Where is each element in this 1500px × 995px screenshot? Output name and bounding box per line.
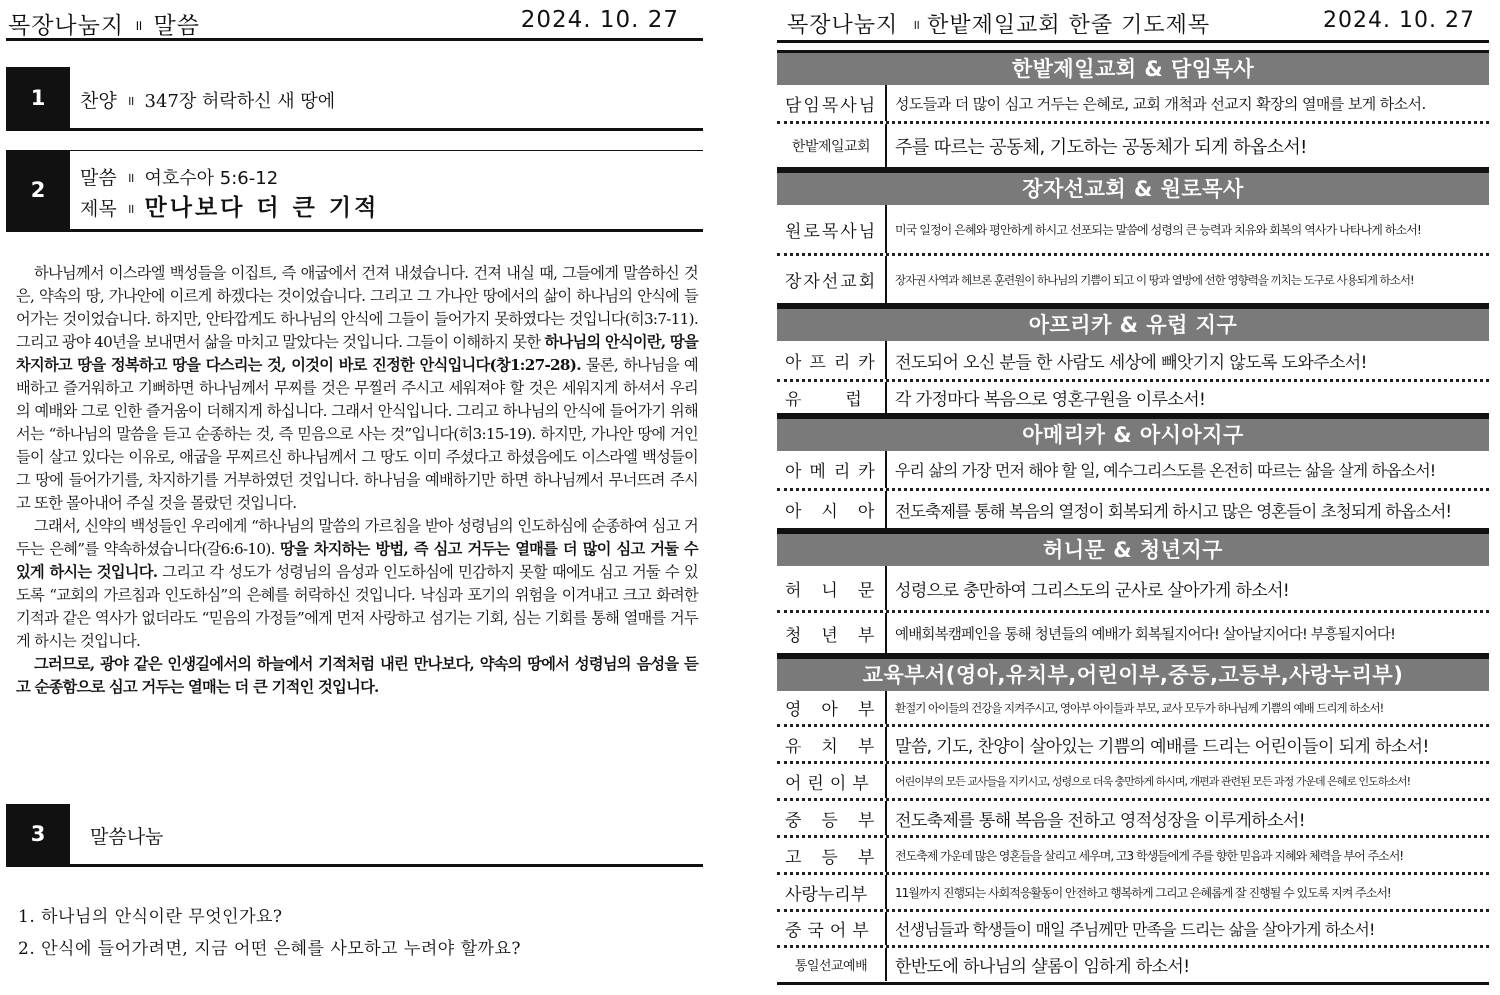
prayer-row-label: 고등부 [777, 838, 887, 872]
prayer-row-text: 성도들과 더 많이 심고 거두는 은혜로, 교회 개척과 선교지 확장의 열매를 보게 하소서. [895, 94, 1426, 113]
right-header [777, 4, 1489, 43]
section-hymn [6, 67, 703, 131]
header-separator: ॥ [134, 18, 144, 34]
prayer-row-text: 우리 삶의 가장 먼저 해야 할 일, 예수그리스도를 온전히 따르는 삶을 살게 하옵소서! [895, 461, 1436, 480]
section-number: 1 [6, 67, 70, 128]
hymn-label: 찬양 [80, 90, 117, 112]
prayer-row [777, 838, 1489, 875]
prayer-row-label: 장자선교회 [777, 256, 887, 303]
prayer-row [777, 912, 1489, 948]
prayer-row-text: 전도되어 오신 분들 한 사람도 세상에 빼앗기지 않도록 도와주소서! [895, 352, 1367, 373]
prayer-row-label: 유럽 [777, 382, 887, 413]
prayer-row [777, 764, 1489, 801]
hymn-value: 347장 허락하신 새 땅에 [144, 91, 336, 112]
section-number: 3 [6, 804, 70, 864]
prayer-row [777, 85, 1489, 124]
prayer-row [777, 727, 1489, 764]
prayer-row [777, 124, 1489, 170]
header-section-text: 말씀 [153, 13, 200, 39]
prayer-group-header: 장자선교회 & 원로목사 [777, 170, 1489, 205]
prayer-row-text: 전도축제를 통해 복음을 전하고 영적성장을 이루게하소서! [895, 810, 1305, 831]
prayer-row-label: 담임목사님 [777, 85, 887, 121]
sermon-emphasis: 땅을 차지하는 방법, 즉 심고 거두는 열매를 더 많이 심고 거둘 수 있게 하시는 것입니다. [16, 540, 698, 581]
prayer-row [777, 491, 1489, 531]
prayer-row-text: 환절기 아이들의 건강을 지켜주시고, 영아부 아이들과 부모, 교사 모두가 하나님께 기쁨의 예배 드리게 하소서! [895, 700, 1384, 715]
left-header-title [8, 7, 200, 40]
scripture-line [80, 163, 278, 190]
prayer-row-label: 사랑누리부 [777, 875, 887, 909]
left-header [6, 4, 703, 41]
prayer-row-label: 통일선교예배 [777, 948, 887, 981]
prayer-row-label: 영아부 [777, 691, 887, 724]
left-header-date: 2024. 10. 27 [520, 7, 679, 33]
prayer-row-label: 중등부 [777, 801, 887, 835]
prayer-row [777, 451, 1489, 491]
prayer-row-label: 어린이부 [777, 764, 887, 798]
scripture-value: 여호수아 5:6-12 [144, 168, 279, 189]
prayer-row [777, 205, 1489, 256]
prayer-row-text: 장자권 사역과 헤브론 훈련원이 하나님의 기쁨이 되고 이 땅과 열방에 선한 영향력을 끼치는 도구로 사용되게 하소서! [895, 272, 1414, 287]
prayer-row-label: 유치부 [777, 727, 887, 761]
prayer-row [777, 382, 1489, 416]
sharing-line [90, 822, 163, 849]
prayer-page [777, 0, 1489, 995]
prayer-row-label: 허니문 [777, 566, 887, 610]
section-scripture [6, 150, 703, 232]
prayer-row-text: 전도축제 가운데 많은 영혼들을 살리고 세우며, 고3 학생들에게 주를 향한 믿음과 지혜와 체력을 부어 주소서! [895, 848, 1404, 863]
prayer-group-header: 아메리카 & 아시아지구 [777, 416, 1489, 451]
right-header-title [787, 8, 1210, 39]
prayer-row-label: 청년부 [777, 613, 887, 653]
section-sharing [6, 804, 703, 867]
prayer-row-text: 예배회복캠페인을 통해 청년들의 예배가 회복될지어다! 살아날지어다! 부흥될지어다! [895, 626, 1396, 643]
sermon-text: 그래서, 신약의 백성들인 우리에게 “하나님의 말씀의 가르침을 받아 성령님의 인도하심에 순종하여 심고 거두는 은혜”를 약속하셨습니다(갈6:6-10). [16, 517, 698, 558]
hymn-separator: ॥ [126, 94, 135, 109]
prayer-row-text: 성령으로 충만하여 그리스도의 군사로 살아가게 하소서! [895, 580, 1290, 601]
header-separator: ॥ [912, 18, 922, 33]
sermon-emphasis: 하나님의 안식이란, 땅을 차지하고 땅을 정복하고 땅을 다스리는 것, 이것이 바로 진정한 안식입니다(창1:27-28). [16, 333, 698, 374]
prayer-row [777, 801, 1489, 838]
prayer-group-header: 교육부서(영아,유치부,어린이부,중등,고등부,사랑누리부) [777, 656, 1489, 691]
sermon-text: 그리고 각 성도가 성령님의 음성과 인도하심에 민감하지 못할 때에도 심고 거둘 수 있도록 “교회의 가르침과 인도하심”의 은혜를 허락하신 것입니다. 낙심과 포기의 위험을 이겨내고 크고 화려한 기적과 같은 역사가 없더라도 “믿음의 가정들”에게 먼저 사랑하고 섬기는 기회, 심는 기회를 통해 열매를 거두게 하시는 것입니다. [16, 563, 698, 650]
prayer-row-label: 원로목사님 [777, 205, 887, 253]
sermon-paragraph [16, 262, 698, 515]
prayer-row-text: 전도축제를 통해 복음의 열정이 회복되게 하시고 많은 영혼들이 초청되게 하옵소서! [895, 501, 1452, 521]
prayer-row [777, 875, 1489, 912]
prayer-row-text: 어린이부의 모든 교사들을 지키시고, 성령으로 더욱 충만하게 하시며, 개편과 관련된 모든 과정 가운데 은혜로 인도하소서! [895, 775, 1411, 788]
prayer-row [777, 256, 1489, 306]
header-subtitle-text: 한밭제일교회 한줄 기도제목 [927, 13, 1211, 38]
sermon-page [6, 0, 703, 995]
sermon-body [16, 262, 698, 699]
prayer-row-text: 주를 따르는 공동체, 기도하는 공동체가 되게 하옵소서! [895, 136, 1307, 158]
prayer-row-text: 각 가정마다 복음으로 영혼구원을 이루소서! [895, 390, 1206, 410]
section-number: 2 [6, 151, 70, 229]
discussion-question: 2. 안식에 들어가려면, 지금 어떤 은혜를 사모하고 누려야 할까요? [18, 939, 522, 959]
prayer-group-header: 아프리카 & 유럽 지구 [777, 306, 1489, 341]
discussion-question: 1. 하나님의 안식이란 무엇인가요? [18, 907, 283, 927]
prayer-row [777, 691, 1489, 727]
right-header-date: 2024. 10. 27 [1323, 8, 1475, 33]
prayer-row-label: 한밭제일교회 [777, 124, 887, 167]
sermon-paragraph [16, 653, 698, 699]
bottom-rule [777, 982, 1489, 985]
prayer-row [777, 948, 1489, 981]
prayer-row-label: 중국어부 [777, 912, 887, 945]
prayer-row-text: 한반도에 하나님의 샬롬이 임하게 하소서! [895, 957, 1190, 977]
sermon-title: 만나보다 더 큰 기적 [144, 195, 380, 221]
sharing-label: 말씀나눔 [90, 826, 164, 848]
prayer-row-text: 말씀, 기도, 찬양이 살아있는 기쁨의 예배를 드리는 어린이들이 되게 하소서! [895, 736, 1429, 757]
prayer-row-text: 선생님들과 학생들이 매일 주님께만 만족을 드리는 삶을 살아가게 하소서! [895, 920, 1375, 939]
sermon-paragraph [16, 515, 698, 653]
prayer-row [777, 341, 1489, 382]
prayer-row-text: 11월까지 진행되는 사회적응활동이 안전하고 행복하게 그리고 은혜롭게 잘 진행될 수 있도록 지켜 주소서! [895, 885, 1391, 900]
hymn-line [80, 86, 335, 113]
prayer-row-label: 아프리카 [777, 341, 887, 379]
scripture-separator: ॥ [126, 171, 135, 186]
header-title-text: 목장나눔지 [8, 13, 125, 39]
header-title-text: 목장나눔지 [787, 13, 899, 38]
prayer-row [777, 613, 1489, 656]
prayer-row [777, 566, 1489, 613]
prayer-group-header: 허니문 & 청년지구 [777, 531, 1489, 566]
title-separator: ॥ [126, 202, 135, 217]
prayer-row-label: 아메리카 [777, 451, 887, 488]
prayer-group-header: 한밭제일교회 & 담임목사 [777, 50, 1489, 85]
title-label: 제목 [80, 198, 117, 220]
sermon-text: 물론, 하나님을 예배하고 즐거워하고 기뻐하면 하나님께서 무찌를 것은 무찔러 주시고 세워져야 할 것은 세워지게 하셔서 우리의 예배와 그로 인한 즐거움이 더해지게 하십니다. 그래서 안식입니다. 그리고 하나님의 안식에 들어가기 위해서는 “하나님의 말씀을 듣고 순종하는 것, 즉 믿음으로 사는 것”입니다(히3:15-19). 하지만, 가나안 땅에 거인들이 살고 있다는 이유로, 애굽을 무찌르신 하나님께서 그 땅도 이미 주셨다고 하셨음에도 이스라엘 백성들이 그 땅에 들어가기를, 차지하기를 거부하였던 것입니다. 하나님을 예배하기만 하면 하나님께서 무너뜨려 주시고 또한 몰아내어 주실 것을 몰랐던 것입니다. [16, 356, 698, 512]
prayer-row-label: 아시아 [777, 491, 887, 528]
scripture-label: 말씀 [80, 167, 117, 189]
sermon-text: 하나님께서 이스라엘 백성들을 이집트, 즉 애굽에서 건져 내셨습니다. 건져 내실 때, 그들에게 말씀하신 것은, 약속의 땅, 가나안에 이르게 하겠다는 것이었습니다. 그리고 그 가나안 땅에서의 삶이 하나님의 안식에 들어가는 것이었습니다. 하지만, 안타깝게도 하나님의 안식에 그들이 들어가지 못하였다는 것입니다(히3:7-11). 그리고 광야 40년을 보내면서 삶을 마치고 말았다는 것입니다. 그들이 이해하지 못한 [16, 264, 698, 351]
title-line [80, 189, 379, 222]
sermon-emphasis: 그러므로, 광야 같은 인생길에서의 하늘에서 기적처럼 내린 만나보다, 약속의 땅에서 성령님의 음성을 듣고 순종함으로 심고 거두는 열매는 더 큰 기적인 것입니다. [16, 655, 698, 696]
prayer-row-text: 미국 일정이 은혜와 평안하게 하시고 선포되는 말씀에 성령의 큰 능력과 치유와 회복의 역사가 나타나게 하소서! [895, 222, 1421, 237]
